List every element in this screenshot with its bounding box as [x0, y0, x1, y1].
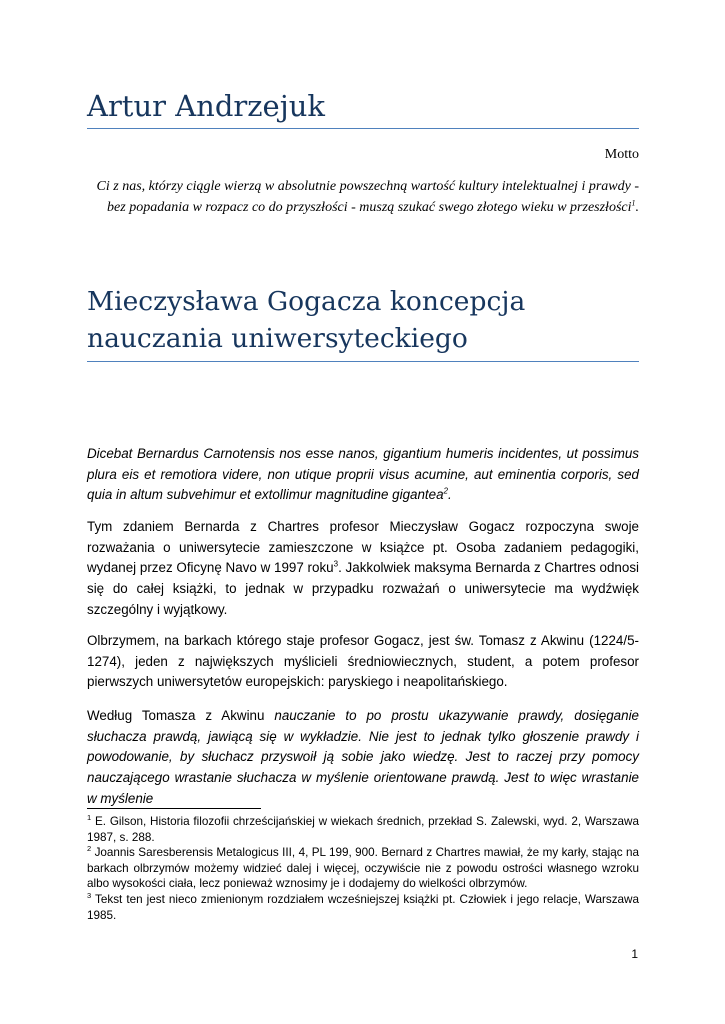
motto-quote-text: Ci z nas, którzy ciągle wierzą w absolutnie powszechną wartość kultury intelektualnej i prawdy - bez popadania w rozpacz co do przyszłości - muszą szukać swego złotego wieku w przeszłości [96, 179, 639, 215]
latin-quote-paragraph [87, 444, 639, 506]
motto-quote [87, 176, 639, 218]
paragraph-3-quote: nauczanie to po prostu ukazywanie prawdy, dosięganie słuchacza prawdą, jawiącą się w wykładzie. Nie jest to jednak tylko głoszenie prawdy i powodowanie, by słuchacz przyswoił ją sobie jako wiedzę. Jest to raczej przy pomocy nauczającego wrastanie słuchacza w myślenie orientowane prawdą. Jest to więc wrastanie w myślenie [87, 708, 639, 806]
motto-label: Motto [604, 147, 639, 162]
footnote-text: E. Gilson, Historia filozofii chrześcijańskiej w wiekach średnich, przekład S. Zalewski, wyd. 2, Warszawa 1987, s. 288. [87, 815, 639, 844]
page-number: 1 [631, 947, 638, 961]
footnote-ref-1: 1 [631, 198, 636, 208]
body-paragraph-3 [87, 706, 639, 806]
paragraph-1-text-cont: . Jakkolwiek maksyma Bernarda z Chartres odnosi się do całej książki, to jednak w przypadku rozważań o uniwersytecie ma wydźwięk szczególny i wyjątkowy. [87, 560, 639, 617]
footnote-1 [87, 814, 639, 845]
latin-quote-text: Dicebat Bernardus Carnotensis nos esse nanos, gigantium humeris incidentes, ut possimus plura eis et remotiora videre, non utique proprii visus acumine, aut eminentia corporis, sed quia in altum subvehimur et extollimur magnitudine gigantea [87, 446, 639, 503]
footnote-separator [87, 808, 261, 809]
footnote-text: Tekst ten jest nieco zmienionym rozdziałem wcześniejszej książki pt. Człowiek i jego relacje, Warszawa 1985. [87, 892, 639, 922]
footnote-ref-2: 2 [443, 486, 448, 496]
footnote-ref-3: 3 [333, 559, 339, 569]
footnote-3 [87, 892, 639, 923]
footnote-number: 2 [87, 844, 92, 854]
footnote-number: 3 [87, 891, 92, 901]
body-paragraph-1 [87, 517, 639, 621]
paragraph-1-text: Tym zdaniem Bernarda z Chartres profesor Mieczysław Gogacz rozpoczyna swoje rozważania o uniwersytecie zamieszczone w książce pt. Osoba zadaniem pedagogiki, wydanej przez Oficynę Navo w 1997 roku [87, 519, 639, 576]
footnote-2 [87, 845, 639, 892]
footnote-text: Joannis Saresberensis Metalogicus III, 4, PL 199, 900. Bernard z Chartres mawiał, że my karły, stając na barkach olbrzymów możemy widzieć dalej i więcej, oczywiście nie z powodu ostrości własnego wzroku albo wysokości ciała, lecz ponieważ wznosimy je i dodajemy do wielkości olbrzymów. [87, 846, 639, 891]
footnote-number: 1 [87, 813, 92, 823]
footnotes [87, 814, 639, 923]
latin-quote-end: . [448, 487, 452, 503]
author-heading: Artur Andrzejuk [87, 84, 639, 129]
body-paragraph-2: Olbrzymem, na barkach którego staje profesor Gogacz, jest św. Tomasz z Akwinu (1224/5-1274), jeden z największych myślicieli średniowiecznych, student, a potem profesor pierwszych uniwersytetów europejskich: paryskiego i neapolitańskiego. [87, 633, 639, 690]
paragraph-3-intro: Według Tomasza z Akwinu [87, 708, 275, 723]
motto-quote-end: . [635, 200, 639, 215]
article-title: Mieczysława Gogacza koncepcja nauczania uniwersyteckiego [87, 283, 639, 362]
